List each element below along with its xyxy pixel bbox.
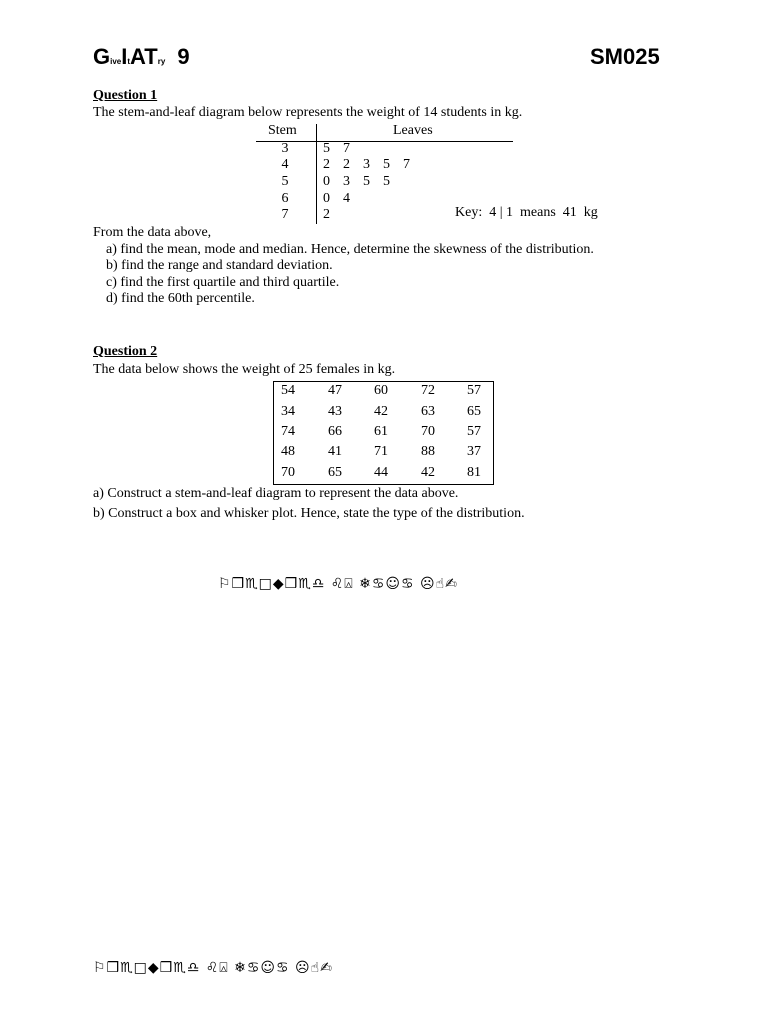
table-cell: 63 (421, 404, 435, 419)
table-cell: 47 (328, 383, 342, 398)
table-cell: 60 (374, 383, 388, 398)
stem-leaf-key: Key: 4 | 1 means 41 kg (455, 205, 598, 220)
question-1-item-a: a) find the mean, mode and median. Hence, determine the skewness of the distribution. (106, 242, 594, 257)
question-1-item-c: c) find the first quartile and third quartile. (106, 275, 340, 290)
table-cell: 42 (374, 404, 388, 419)
table-cell: 43 (328, 404, 342, 419)
stem-divider (316, 124, 317, 224)
header-number: 9 (177, 44, 190, 69)
table-cell: 74 (281, 424, 295, 439)
question-2-item-a: a) Construct a stem-and-leaf diagram to represent the data above. (93, 486, 459, 501)
table-cell: 44 (374, 465, 388, 480)
question-2-intro: The data below shows the weight of 25 females in kg. (93, 362, 396, 377)
header-part: AT (130, 44, 158, 69)
header-part: t (127, 57, 131, 66)
header-part: G (93, 44, 111, 69)
table-cell: 72 (421, 383, 435, 398)
table-cell: 81 (467, 465, 481, 480)
question-1-heading: Question 1 (93, 88, 158, 103)
header-part: I (121, 44, 128, 69)
stem-value: 6 (281, 191, 289, 206)
question-2-item-b: b) Construct a box and whisker plot. Hence, state the type of the distribution. (93, 506, 525, 521)
leaves-value: 5 7 (323, 141, 350, 156)
table-cell: 37 (467, 444, 481, 459)
leaves-value: 2 (323, 207, 330, 222)
table-cell: 34 (281, 404, 295, 419)
table-cell: 70 (281, 465, 295, 480)
stem-value: 7 (281, 207, 289, 222)
header-part: ry (157, 57, 166, 66)
table-cell: 65 (328, 465, 342, 480)
table-cell: 66 (328, 424, 342, 439)
course-code: SM025 (590, 44, 660, 69)
question-1-item-d: d) find the 60th percentile. (106, 291, 255, 306)
table-cell: 57 (467, 424, 481, 439)
table-cell: 42 (421, 465, 435, 480)
table-cell: 71 (374, 444, 388, 459)
stem-value: 5 (281, 174, 289, 189)
table-cell: 54 (281, 383, 295, 398)
stem-value: 4 (281, 157, 289, 172)
question-1-from: From the data above, (93, 225, 212, 240)
question-2-heading: Question 2 (93, 344, 158, 359)
question-1-item-b: b) find the range and standard deviation. (106, 258, 333, 273)
table-cell: 61 (374, 424, 388, 439)
weight-data-table (273, 381, 494, 485)
table-cell: 88 (421, 444, 435, 459)
question-1-intro: The stem-and-leaf diagram below represents the weight of 14 students in kg. (93, 105, 523, 120)
leaves-value: 0 3 5 5 (323, 174, 390, 189)
stem-value: 3 (281, 141, 289, 156)
table-cell: 41 (328, 444, 342, 459)
stem-header: Stem (268, 123, 297, 138)
table-cell: 65 (467, 404, 481, 419)
header-part: ive (110, 57, 122, 66)
table-cell: 57 (467, 383, 481, 398)
symbol-footer-text-bottom: ⚐❒♏□◆❒♏♎ ♌⍓ ❄♋☺♋ ☹☝✍ (93, 960, 333, 976)
symbol-footer-text: ⚐❒♏□◆❒♏♎ ♌⍓ ❄♋☺♋ ☹☝✍ (218, 576, 458, 592)
leaves-header: Leaves (393, 123, 433, 138)
table-cell: 48 (281, 444, 295, 459)
document-header-title (93, 44, 190, 70)
leaves-value: 0 4 (323, 191, 350, 206)
table-cell: 70 (421, 424, 435, 439)
leaves-value: 2 2 3 5 7 (323, 157, 410, 172)
